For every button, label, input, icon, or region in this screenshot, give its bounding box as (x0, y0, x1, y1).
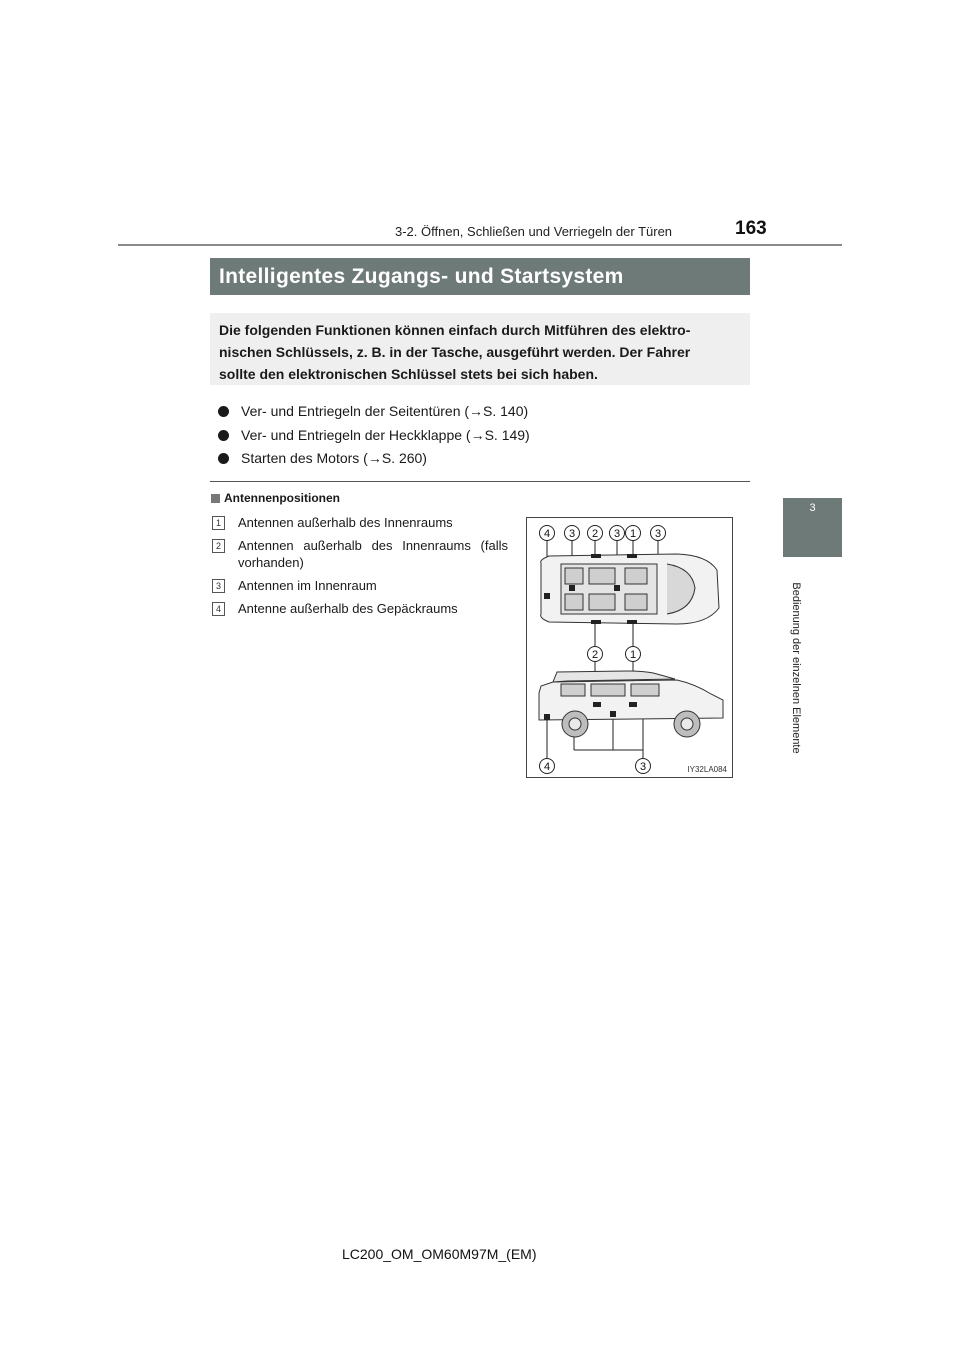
legend-number: 2 (212, 539, 225, 553)
figure-code: IY32LA084 (687, 765, 727, 774)
chapter-side-title-text: Bedienung der einzelnen Elemente (790, 581, 802, 754)
bullet-icon (218, 453, 229, 464)
legend-item (212, 537, 508, 571)
callout-number: 3 (639, 761, 647, 773)
header-divider (118, 244, 842, 246)
chapter-side-title (785, 565, 807, 770)
page-number: 163 (735, 218, 767, 239)
list-item-text: Ver- und Entriegeln der Seitentüren (→S. 140) (241, 403, 529, 419)
intro-line: Die folgenden Funktionen können einfach durch Mitführen des elektro- (219, 322, 691, 338)
legend-item (212, 600, 508, 617)
callout-number: 2 (591, 528, 599, 540)
header-section-title: 3-2. Öffnen, Schließen und Verriegeln der Türen (395, 224, 673, 239)
callout-number: 1 (629, 528, 637, 540)
intro-line: sollte den elektronischen Schlüssel stets bei sich haben. (219, 366, 598, 382)
chapter-tab: 3 (783, 498, 842, 557)
callout-number: 2 (591, 649, 599, 661)
list-item (218, 424, 748, 448)
list-item (218, 400, 748, 424)
intro-line: nischen Schlüssels, z. B. in der Tasche, ausgeführt werden. Der Fahrer (219, 344, 691, 360)
vehicle-illustration (527, 518, 732, 777)
callout-number: 3 (568, 528, 576, 540)
section-title: Intelligentes Zugangs- und Startsystem (210, 258, 750, 295)
list-item-text: Starten des Motors (→S. 260) (241, 450, 427, 466)
legend-item (212, 577, 508, 594)
callout-number: 3 (613, 528, 621, 540)
square-bullet-icon (211, 494, 220, 503)
subheading (211, 491, 340, 505)
callout-number: 4 (543, 761, 551, 773)
legend-item (212, 514, 508, 531)
antenna-figure (526, 517, 733, 778)
subheading-text: Antennenpositionen (224, 491, 340, 505)
vehicle-top-view (541, 554, 719, 624)
callout-number: 3 (654, 528, 662, 540)
callout-number: 1 (629, 649, 637, 661)
legend-number: 3 (212, 579, 225, 593)
feature-list (218, 400, 748, 471)
legend-number: 4 (212, 602, 225, 616)
legend-number: 1 (212, 516, 225, 530)
bullet-icon (218, 406, 229, 417)
legend-text: Antenne außerhalb des Gepäckraums (238, 601, 458, 616)
footer-document-code: LC200_OM_OM60M97M_(EM) (342, 1246, 537, 1262)
section-divider (210, 481, 750, 482)
legend-text: Antennen im Innenraum (238, 578, 377, 593)
intro-box (210, 313, 750, 385)
legend-text: Antennen außerhalb des Innenraums (falls vorhanden) (238, 538, 508, 570)
list-item-text: Ver- und Entriegeln der Heckklappe (→S. 149) (241, 426, 530, 443)
bullet-icon (218, 430, 229, 441)
list-item (218, 447, 748, 471)
legend-text: Antennen außerhalb des Innenraums (238, 515, 453, 530)
antenna-legend (212, 514, 508, 623)
callout-number: 4 (543, 528, 551, 540)
